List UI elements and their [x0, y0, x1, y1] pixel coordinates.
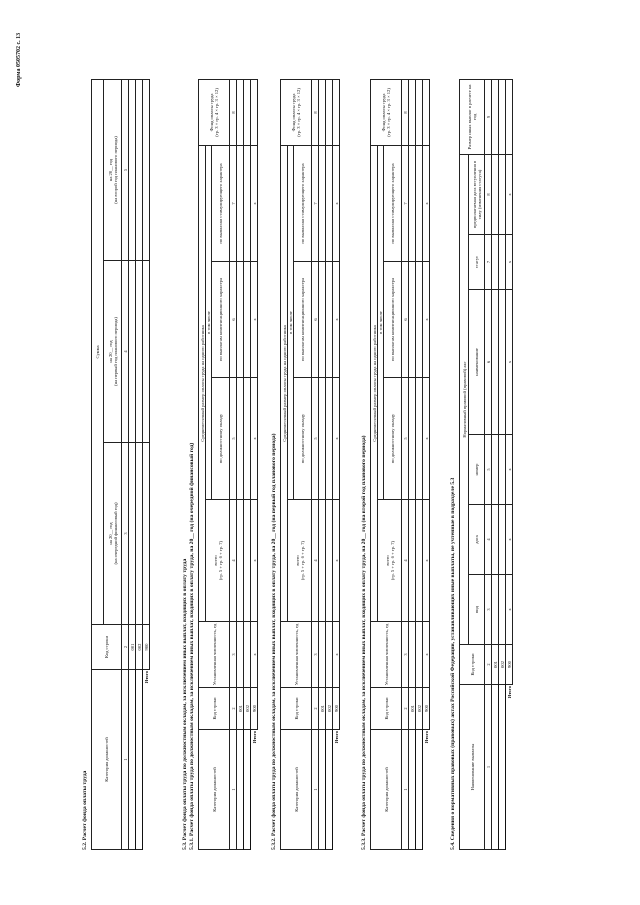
cell-value	[244, 145, 251, 261]
total-label: Итого	[333, 730, 340, 850]
header-year-3: на 20__ год (на второй год планового периода)	[104, 79, 122, 260]
header-total: всего (гр. 5 + гр. 6 + гр. 7)	[206, 500, 230, 622]
cell-code: 002	[244, 688, 251, 730]
total-row	[251, 79, 258, 849]
header-staff: Установленная численность, ед	[281, 622, 312, 688]
cell-value	[409, 378, 416, 500]
header-salary: по должностному окладу	[294, 378, 312, 500]
cell-x: x	[506, 435, 513, 505]
colnum: 2	[312, 688, 319, 730]
cell-value	[492, 505, 499, 575]
cell-code: 002	[136, 625, 143, 670]
table-5-3-1	[198, 79, 258, 850]
header-number: номер	[469, 435, 485, 505]
cell-category	[326, 730, 333, 850]
header-status-date: предполагаемая дата вступления в силу (изменения статуса)	[469, 154, 485, 234]
colnum: 3	[312, 622, 319, 688]
cell-value	[492, 79, 499, 154]
header-total: всего (гр. 5 + гр. 6 + гр. 7)	[378, 500, 402, 622]
cell-x: x	[333, 500, 340, 622]
cell-x: x	[423, 622, 430, 688]
cell-x: x	[251, 622, 258, 688]
total-label: Итого	[251, 730, 258, 850]
header-total: всего (гр. 5 + гр. 6 + гр. 7)	[288, 500, 312, 622]
cell-value	[416, 622, 423, 688]
cell-value	[136, 79, 143, 260]
colnum: 6	[312, 262, 319, 378]
table-row	[136, 79, 143, 849]
table-row	[319, 79, 326, 849]
header-payment-name: Наименование выплаты	[460, 685, 485, 850]
total-code: 900	[143, 625, 150, 670]
total-code: 900	[423, 688, 430, 730]
cell-value	[244, 500, 251, 622]
colnum: 8	[402, 79, 409, 145]
header-including: в том числе	[288, 145, 294, 499]
header-salary: по должностному окладу	[212, 378, 230, 500]
cell-value	[319, 500, 326, 622]
cell-value	[237, 79, 244, 145]
colnum: 5	[230, 378, 237, 500]
section-5-3-title: 5.3. Расчет фонда оплаты труда по должностным окладам, за исключением иных выплат, входящих в оплату труда	[182, 558, 188, 850]
colnum: 8	[485, 154, 492, 234]
cell-category	[129, 670, 136, 850]
cell-code: 001	[409, 688, 416, 730]
total-row	[506, 79, 513, 849]
cell-x: x	[506, 575, 513, 645]
cell-value	[409, 262, 416, 378]
section-5-3-1-title: 5.3.1. Расчет фонда оплаты труда по должностным окладам, за исключением иных выплат, входящих в оплату труда, на 20__ год (на очередной финансовый год)	[189, 442, 195, 850]
cell-value	[129, 261, 136, 443]
header-comp: по выплатам компенсационного характера	[384, 262, 402, 378]
cell-x: x	[423, 262, 430, 378]
cell-value	[326, 79, 333, 145]
colnum: 5	[312, 378, 319, 500]
cell-value	[143, 443, 150, 625]
header-fund: Фонд оплаты труда (гр. 3 × гр. 4 × гр. 3 × 12)	[281, 79, 312, 145]
header-amount: Размер иных выплат в расчете на год	[460, 79, 485, 154]
colnum: 8	[312, 79, 319, 145]
header-fund: Фонд оплаты труда (гр. 3 × гр. 4 × гр. 3 × 12)	[199, 79, 230, 145]
colnum: 5	[485, 435, 492, 505]
cell-value	[416, 145, 423, 261]
cell-value	[237, 262, 244, 378]
total-row	[143, 79, 150, 849]
header-fund: Фонд оплаты труда (гр. 3 × гр. 4 × гр. 3 × 12)	[371, 79, 402, 145]
header-code: Код строки	[460, 645, 485, 685]
table-row	[499, 79, 506, 849]
header-staff: Установленная численность, ед	[371, 622, 402, 688]
section-5-2-title: 5.2. Расчет фонда оплаты труда	[82, 770, 88, 850]
header-stim: по выплатам стимулирующего характера	[384, 145, 402, 261]
colnum: 4	[122, 261, 129, 443]
cell-value	[319, 262, 326, 378]
header-code: Код строки	[371, 688, 402, 730]
cell-x: x	[506, 235, 513, 290]
colnum: 7	[230, 145, 237, 261]
cell-value	[244, 262, 251, 378]
cell-x: x	[506, 290, 513, 435]
total-row	[333, 79, 340, 849]
colnum: 6	[485, 290, 492, 435]
form-number: Форма 0505702 с. 13	[16, 32, 22, 87]
cell-value	[492, 435, 499, 505]
cell-value	[492, 154, 499, 234]
colnum: 2	[230, 688, 237, 730]
section-5-4-title: 5.4. Сведения о нормативных правовых (правовых) актах Российской Федерации, устанавливающих иные выплаты, не учтенные в подразделе 5.3	[450, 477, 456, 850]
colnum: 5	[402, 378, 409, 500]
colnum: 4	[402, 500, 409, 622]
cell-value	[237, 145, 244, 261]
colnum: 8	[230, 79, 237, 145]
header-category: Категория должностей	[92, 670, 122, 850]
total-label: Итого	[423, 730, 430, 850]
cell-x: x	[423, 145, 430, 261]
header-code: Код строки	[92, 625, 122, 670]
cell-value	[244, 622, 251, 688]
header-including: в том числе	[206, 145, 212, 499]
cell-value	[326, 262, 333, 378]
header-act: Нормативный правовой (правовой) акт	[460, 154, 469, 644]
cell-value	[251, 79, 258, 145]
section-5-3-2-title: 5.3.2. Расчет фонда оплаты труда по должностным окладам, за исключением иных выплат, входящих в оплату труда, на 20__ год (на первый год планового периода)	[271, 433, 277, 850]
table-5-3-3	[370, 79, 430, 850]
cell-value	[129, 79, 136, 260]
cell-category	[319, 730, 326, 850]
cell-payment-name	[492, 685, 499, 850]
colnum: 4	[485, 505, 492, 575]
colnum: 4	[230, 500, 237, 622]
colnum: 5	[122, 79, 129, 260]
header-status: статус	[469, 235, 485, 290]
cell-value	[136, 261, 143, 443]
header-code: Код строки	[281, 688, 312, 730]
cell-code: 002	[326, 688, 333, 730]
header-sum: Сумма	[92, 79, 104, 624]
cell-category	[416, 730, 423, 850]
table-5-2	[91, 79, 150, 850]
cell-value	[499, 79, 506, 154]
colnum: 1	[402, 730, 409, 850]
cell-value	[492, 575, 499, 645]
colnum: 9	[485, 79, 492, 154]
colnum: 6	[230, 262, 237, 378]
cell-code: 001	[319, 688, 326, 730]
table-row	[129, 79, 136, 849]
cell-code: 002	[499, 645, 506, 685]
table-row	[416, 79, 423, 849]
cell-category	[244, 730, 251, 850]
colnum: 7	[402, 145, 409, 261]
cell-value	[319, 622, 326, 688]
colnum: 3	[402, 622, 409, 688]
colnum: 1	[230, 730, 237, 850]
cell-x: x	[506, 505, 513, 575]
colnum: 6	[402, 262, 409, 378]
table-row	[409, 79, 416, 849]
cell-value	[244, 378, 251, 500]
cell-value	[326, 500, 333, 622]
cell-value	[143, 79, 150, 260]
header-avg: Среднемесячный размер оплаты труда на одного работника	[371, 145, 378, 621]
cell-value	[237, 622, 244, 688]
cell-code: 002	[416, 688, 423, 730]
header-including: в том числе	[378, 145, 384, 499]
cell-x: x	[251, 145, 258, 261]
total-row	[423, 79, 430, 849]
header-year-1: на 20__ год (на очередной финансовый год)	[104, 443, 122, 625]
cell-value	[499, 575, 506, 645]
cell-value	[237, 378, 244, 500]
header-date: дата	[469, 505, 485, 575]
colnum: 3	[485, 575, 492, 645]
cell-value	[499, 235, 506, 290]
cell-value	[143, 261, 150, 443]
cell-x: x	[251, 262, 258, 378]
cell-value	[409, 500, 416, 622]
header-avg: Среднемесячный размер оплаты труда на одного работника	[281, 145, 288, 621]
cell-x: x	[423, 500, 430, 622]
cell-value	[319, 145, 326, 261]
cell-payment-name	[499, 685, 506, 850]
cell-value	[409, 622, 416, 688]
cell-x: x	[333, 262, 340, 378]
cell-value	[326, 378, 333, 500]
cell-value	[416, 500, 423, 622]
cell-value	[499, 505, 506, 575]
header-stim: по выплатам стимулирующего характера	[212, 145, 230, 261]
cell-value	[129, 443, 136, 625]
cell-value	[409, 79, 416, 145]
cell-value	[423, 79, 430, 145]
cell-x: x	[333, 145, 340, 261]
total-code: 900	[333, 688, 340, 730]
header-category: Категория должностей	[281, 730, 312, 850]
cell-value	[416, 79, 423, 145]
cell-value	[506, 79, 513, 154]
colnum: 2	[402, 688, 409, 730]
table-row	[237, 79, 244, 849]
colnum: 2	[485, 645, 492, 685]
header-category: Категория должностей	[199, 730, 230, 850]
table-row	[492, 79, 499, 849]
cell-category	[237, 730, 244, 850]
cell-x: x	[251, 378, 258, 500]
cell-value	[237, 500, 244, 622]
cell-value	[326, 622, 333, 688]
colnum: 1	[485, 685, 492, 850]
total-code: 900	[251, 688, 258, 730]
header-stim: по выплатам стимулирующего характера	[294, 145, 312, 261]
cell-value	[499, 290, 506, 435]
cell-code: 001	[492, 645, 499, 685]
total-label: Итого	[143, 670, 150, 850]
cell-x: x	[423, 378, 430, 500]
cell-x: x	[333, 378, 340, 500]
cell-value	[409, 145, 416, 261]
cell-value	[492, 235, 499, 290]
colnum: 3	[122, 443, 129, 625]
cell-value	[499, 154, 506, 234]
cell-value	[416, 378, 423, 500]
cell-x: x	[333, 622, 340, 688]
header-act-name: наименование	[469, 290, 485, 435]
cell-value	[244, 79, 251, 145]
table-row	[326, 79, 333, 849]
cell-category	[136, 670, 143, 850]
header-staff: Установленная численность, ед	[199, 622, 230, 688]
colnum: 2	[122, 625, 129, 670]
header-comp: по выплатам компенсационного характера	[212, 262, 230, 378]
cell-value	[319, 378, 326, 500]
table-5-4	[459, 79, 513, 850]
cell-value	[416, 262, 423, 378]
colnum: 3	[230, 622, 237, 688]
section-5-3-3-title: 5.3.3. Расчет фонда оплаты труда по должностным окладам, за исключением иных выплат, входящих в оплату труда, на 20__ год (на второй год планового периода)	[361, 435, 367, 850]
total-code: 900	[506, 645, 513, 685]
cell-value	[333, 79, 340, 145]
header-category: Категория должностей	[371, 730, 402, 850]
header-salary: по должностному окладу	[384, 378, 402, 500]
cell-value	[326, 145, 333, 261]
header-kind: вид	[469, 575, 485, 645]
header-avg: Среднемесячный размер оплаты труда на одного работника	[199, 145, 206, 621]
cell-x: x	[506, 154, 513, 234]
cell-value	[136, 443, 143, 625]
table-row	[244, 79, 251, 849]
cell-value	[499, 435, 506, 505]
header-year-2: на 20__ год (на первый год планового периода)	[104, 261, 122, 443]
colnum: 1	[312, 730, 319, 850]
header-comp: по выплатам компенсационного характера	[294, 262, 312, 378]
table-5-3-2	[280, 79, 340, 850]
header-code: Код строки	[199, 688, 230, 730]
cell-value	[492, 290, 499, 435]
colnum: 7	[312, 145, 319, 261]
cell-x: x	[251, 500, 258, 622]
colnum: 4	[312, 500, 319, 622]
cell-category	[409, 730, 416, 850]
cell-code: 001	[237, 688, 244, 730]
cell-value	[319, 79, 326, 145]
cell-code: 001	[129, 625, 136, 670]
colnum: 1	[122, 670, 129, 850]
total-label: Итого	[506, 685, 513, 850]
colnum: 7	[485, 235, 492, 290]
